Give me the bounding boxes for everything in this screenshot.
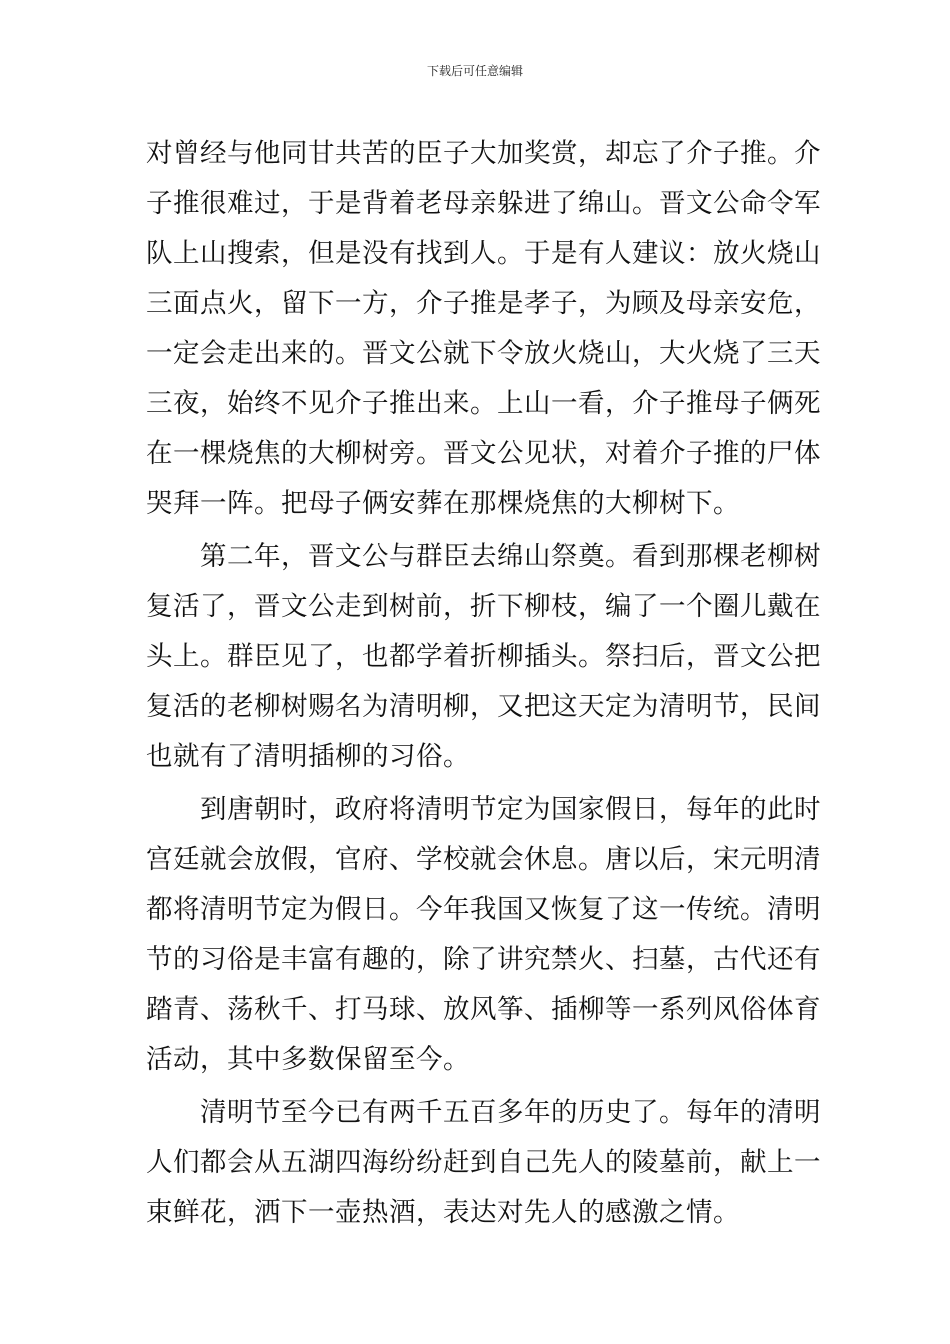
text-line: 节的习俗是丰富有趣的，除了讲究禁火、扫墓，古代还有 bbox=[146, 944, 821, 975]
text-line: 宫廷就会放假，官府、学校就会休息。唐以后，宋元明清 bbox=[146, 844, 821, 875]
paragraph-1 bbox=[146, 129, 821, 529]
page-header-note: 下载后可任意编辑 bbox=[426, 64, 523, 78]
text-line: 头上。群臣见了，也都学着折柳插头。祭扫后，晋文公把 bbox=[146, 641, 821, 672]
text-line: 子推很难过，于是背着老母亲躲进了绵山。晋文公命令军 bbox=[146, 188, 821, 219]
article-body bbox=[146, 129, 821, 1238]
text-line: 踏青、荡秋千、打马球、放风筝、插柳等一系列风俗体育 bbox=[146, 994, 821, 1025]
text-line: 清明节至今已有两千五百多年的历史了。每年的清明 bbox=[146, 1097, 821, 1128]
text-line: 也就有了清明插柳的习俗。 bbox=[146, 741, 470, 772]
text-line: 复活的老柳树赐名为清明柳，又把这天定为清明节，民间 bbox=[146, 691, 821, 722]
paragraph-4 bbox=[146, 1088, 821, 1238]
text-line: 在一棵烧焦的大柳树旁。晋文公见状，对着介子推的尸体 bbox=[146, 438, 821, 469]
text-line: 对曾经与他同甘共苦的臣子大加奖赏，却忘了介子推。介 bbox=[146, 138, 821, 169]
text-line: 第二年，晋文公与群臣去绵山祭奠。看到那棵老柳树 bbox=[146, 541, 821, 572]
text-line: 三夜，始终不见介子推出来。上山一看，介子推母子俩死 bbox=[146, 388, 821, 419]
text-line: 哭拜一阵。把母子俩安葬在那棵烧焦的大柳树下。 bbox=[146, 488, 740, 519]
text-line: 复活了，晋文公走到树前，折下柳枝，编了一个圈儿戴在 bbox=[146, 591, 821, 622]
text-line: 活动，其中多数保留至今。 bbox=[146, 1044, 470, 1075]
text-line: 到唐朝时，政府将清明节定为国家假日，每年的此时 bbox=[146, 794, 821, 825]
paragraph-3 bbox=[146, 785, 821, 1085]
paragraph-2 bbox=[146, 532, 821, 782]
text-line: 人们都会从五湖四海纷纷赶到自己先人的陵墓前，献上一 bbox=[146, 1147, 821, 1178]
text-line: 队上山搜索，但是没有找到人。于是有人建议：放火烧山 bbox=[146, 238, 821, 269]
text-line: 束鲜花，洒下一壶热酒，表达对先人的感激之情。 bbox=[146, 1197, 740, 1228]
text-line: 一定会走出来的。晋文公就下令放火烧山，大火烧了三天 bbox=[146, 338, 821, 369]
text-line: 三面点火，留下一方，介子推是孝子，为顾及母亲安危， bbox=[146, 288, 821, 319]
text-line: 都将清明节定为假日。今年我国又恢复了这一传统。清明 bbox=[146, 894, 821, 925]
